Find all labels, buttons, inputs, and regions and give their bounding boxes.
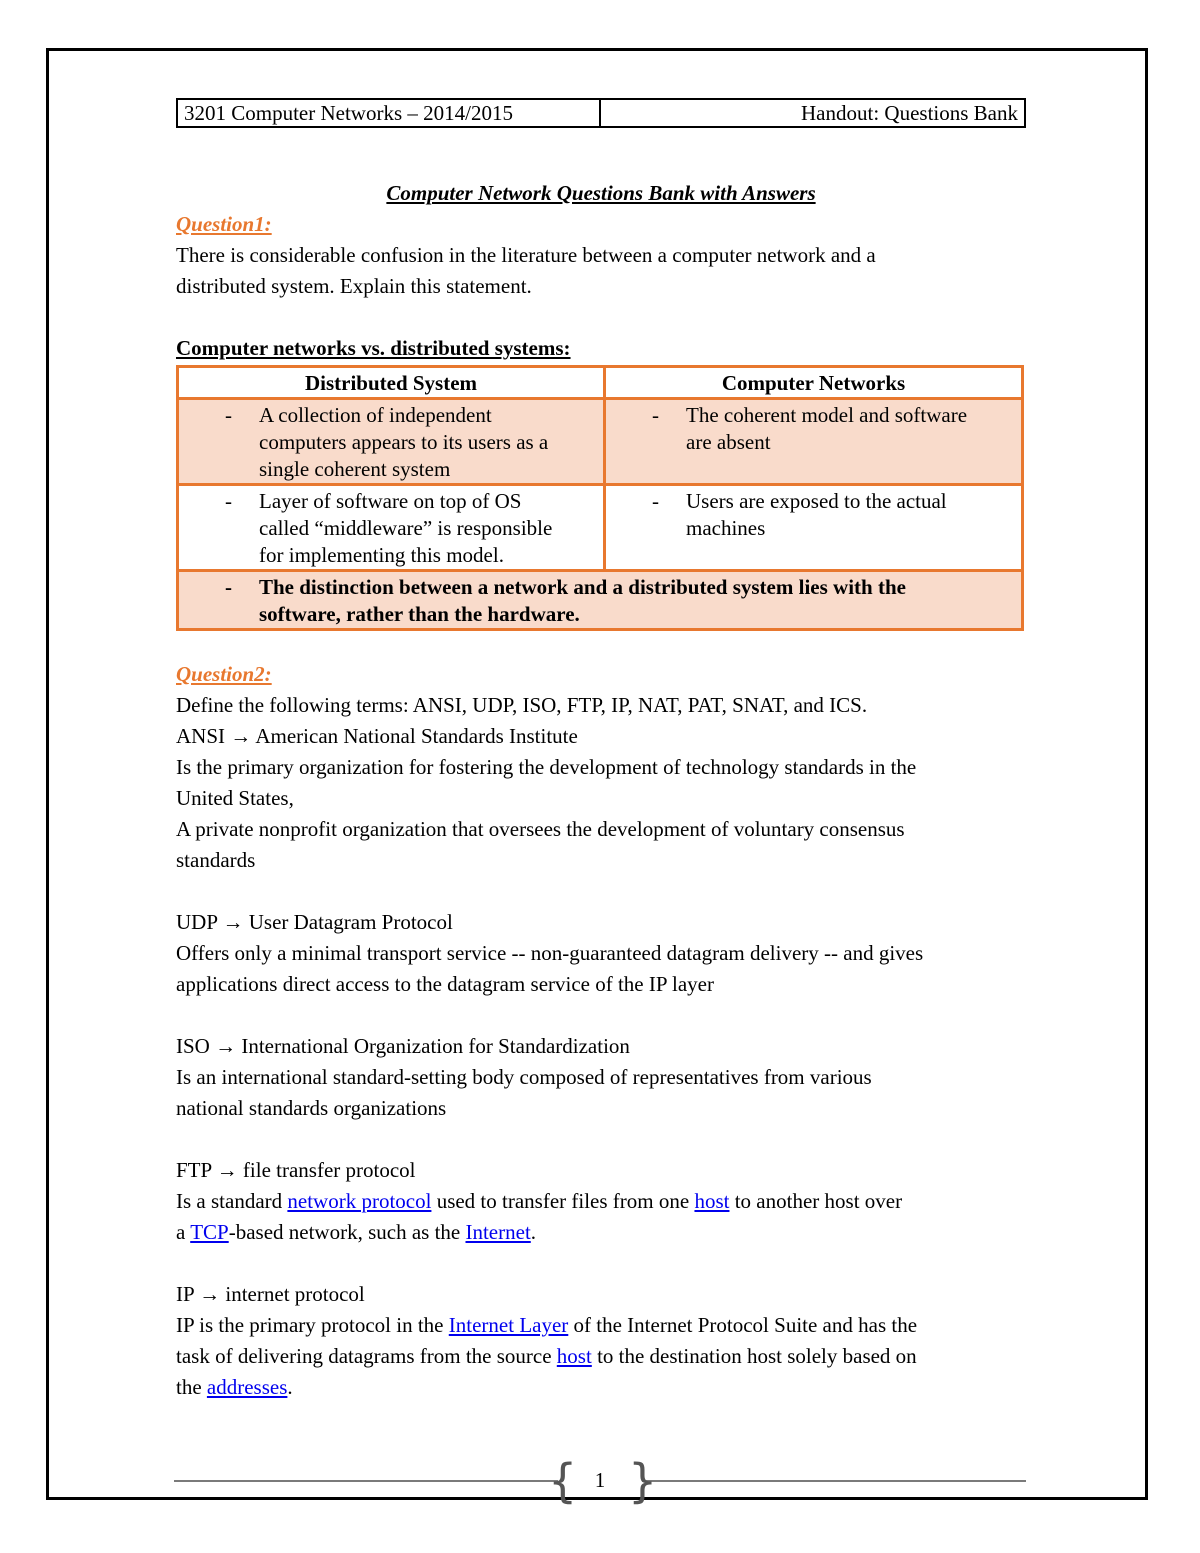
footer-rule-right — [642, 1480, 1026, 1482]
term-udp: UDP → User Datagram Protocol — [176, 910, 453, 934]
cell-line: A collection of independent — [259, 403, 492, 427]
bullet-dash: - — [225, 489, 232, 513]
left-brace-icon: { — [548, 1454, 578, 1508]
summary-line: The distinction between a network and a distributed system lies with the — [259, 575, 906, 599]
text-run: to another host over — [729, 1189, 903, 1213]
cell-line: are absent — [686, 430, 771, 454]
table-summary-row — [178, 571, 1023, 630]
cell-line: machines — [686, 516, 766, 540]
cell-line: computers appears to its users as a — [259, 430, 549, 454]
link-addresses[interactable]: addresses — [206, 1375, 288, 1399]
link-internet-layer[interactable]: Internet Layer — [448, 1313, 569, 1337]
footer-rule-left — [174, 1480, 558, 1482]
definition-line: national standards organizations — [176, 1096, 447, 1120]
table-cell — [605, 485, 1023, 571]
text-run: the — [176, 1375, 207, 1399]
link-internet[interactable]: Internet — [465, 1220, 531, 1244]
table-row — [178, 399, 1023, 485]
question1-heading: Question1: — [176, 212, 272, 236]
bullet-dash: - — [652, 403, 659, 427]
text-run: a — [176, 1220, 191, 1244]
term-iso: ISO → International Organization for Standardization — [176, 1034, 630, 1058]
right-brace-icon: } — [628, 1454, 658, 1508]
table-row — [178, 485, 1023, 571]
bullet-dash: - — [225, 575, 232, 599]
term-ansi: ANSI → American National Standards Institute — [176, 724, 578, 748]
cell-line: single coherent system — [259, 457, 451, 481]
link-tcp[interactable]: TCP — [190, 1220, 229, 1244]
column-header-computer-networks: Computer Networks — [605, 367, 1023, 399]
link-host[interactable]: host — [694, 1189, 730, 1213]
text-run: -based network, such as the — [228, 1220, 466, 1244]
document-title: Computer Network Questions Bank with Answers — [386, 181, 816, 205]
question2-heading: Question2: — [176, 662, 272, 686]
cell-line: for implementing this model. — [259, 543, 504, 567]
definition-line: Is an international standard-setting body composed of representatives from various — [176, 1065, 872, 1089]
table-cell — [178, 571, 1023, 630]
text-run: used to transfer files from one — [431, 1189, 695, 1213]
comparison-table — [176, 365, 1024, 631]
definition-line: standards — [176, 848, 256, 872]
text-run: Is a standard — [176, 1189, 288, 1213]
text-run: . — [530, 1220, 537, 1244]
bullet-dash: - — [225, 403, 232, 427]
document-body — [176, 178, 1026, 1403]
header-handout: Handout: Questions Bank — [801, 101, 1018, 125]
summary-line: software, rather than the hardware. — [259, 602, 580, 626]
page-number: 1 — [594, 1468, 606, 1492]
definition-line — [176, 1310, 1026, 1341]
text-run: . — [287, 1375, 293, 1399]
question1-line: There is considerable confusion in the literature between a computer network and a — [176, 243, 876, 267]
definition-line — [176, 1217, 1026, 1248]
text-run: task of delivering datagrams from the source — [176, 1344, 557, 1368]
header-course: 3201 Computer Networks – 2014/2015 — [178, 100, 601, 126]
text-run: of the Internet Protocol Suite and has the — [568, 1313, 918, 1337]
question1-line: distributed system. Explain this statement. — [176, 274, 532, 298]
cell-line: called “middleware” is responsible — [259, 516, 553, 540]
text-run: to the destination host solely based on — [591, 1344, 917, 1368]
table-cell — [605, 399, 1023, 485]
definition-line: United States, — [176, 786, 294, 810]
definition-line: A private nonprofit organization that oversees the development of voluntary consensus — [176, 817, 905, 841]
text-run: IP is the primary protocol in the — [176, 1313, 449, 1337]
table-cell — [178, 485, 605, 571]
comparison-heading: Computer networks vs. distributed systems: — [176, 336, 571, 360]
link-network-protocol[interactable]: network protocol — [287, 1189, 432, 1213]
definition-line — [176, 1186, 1026, 1217]
definition-line: Is the primary organization for fostering the development of technology standards in the — [176, 755, 917, 779]
link-host[interactable]: host — [556, 1344, 592, 1368]
definition-line — [176, 1341, 1026, 1372]
question2-intro: Define the following terms: ANSI, UDP, ISO, FTP, IP, NAT, PAT, SNAT, and ICS. — [176, 693, 868, 717]
cell-line: The coherent model and software — [686, 403, 968, 427]
table-header-row — [178, 367, 1023, 399]
column-header-distributed-system: Distributed System — [178, 367, 605, 399]
term-ip: IP → internet protocol — [176, 1282, 365, 1306]
bullet-dash: - — [652, 489, 659, 513]
cell-line: Layer of software on top of OS — [259, 489, 522, 513]
term-ftp: FTP → file transfer protocol — [176, 1158, 416, 1182]
definition-line: Offers only a minimal transport service -- non-guaranteed datagram delivery -- and gives — [176, 941, 924, 965]
definition-line — [176, 1372, 1026, 1403]
cell-line: Users are exposed to the actual — [686, 489, 947, 513]
table-cell — [178, 399, 605, 485]
page-header — [176, 98, 1026, 128]
definition-line: applications direct access to the datagram service of the IP layer — [176, 972, 714, 996]
